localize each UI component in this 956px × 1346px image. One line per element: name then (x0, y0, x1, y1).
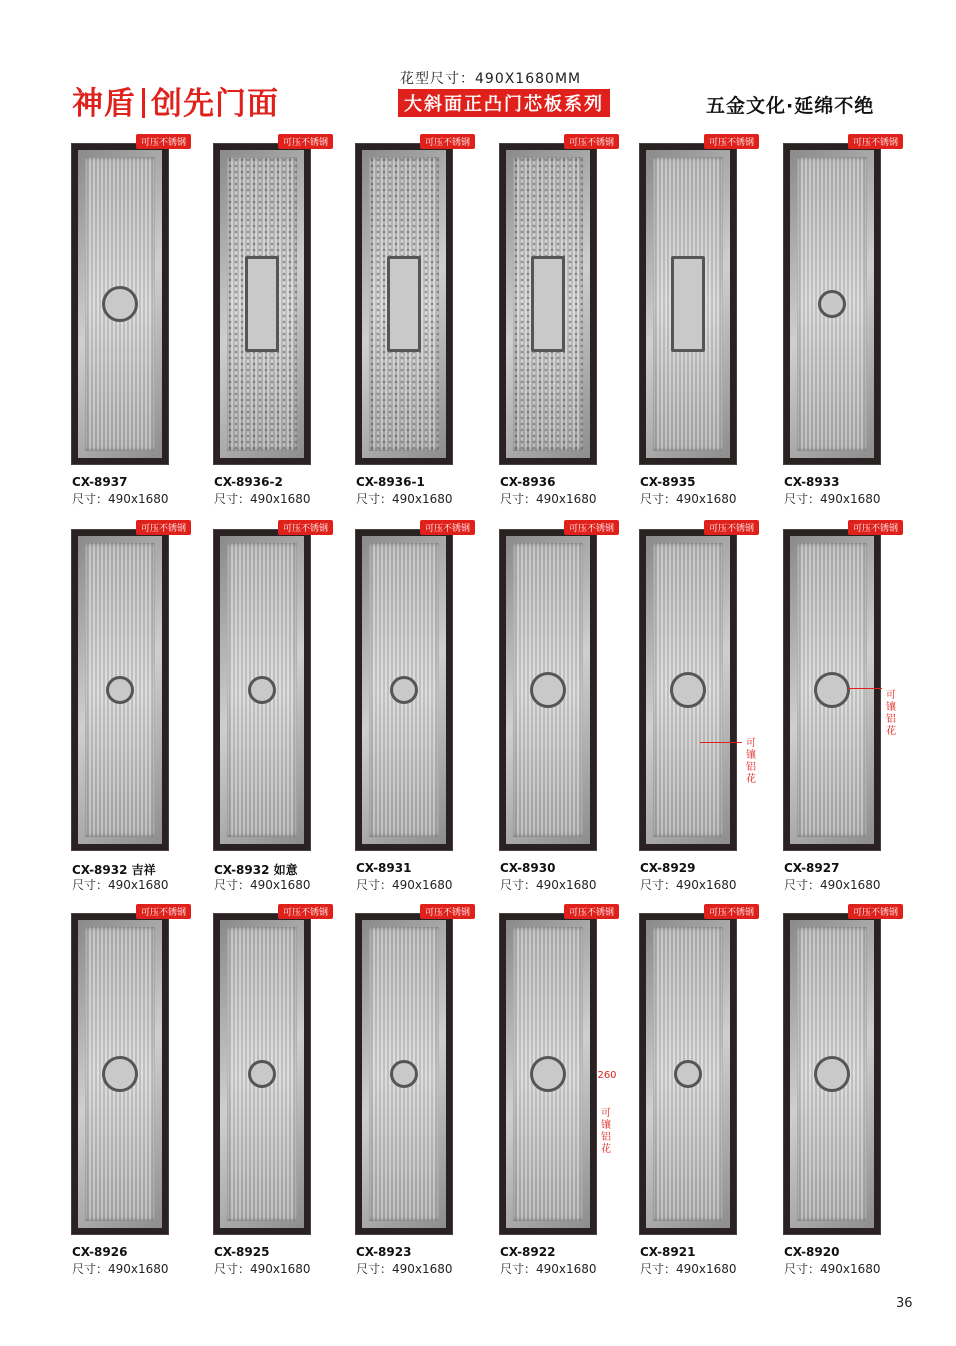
ornament-motif (248, 1060, 276, 1088)
product-size: 尺寸：490x1680 (640, 878, 737, 892)
ornament-motif (102, 1056, 138, 1092)
product-size: 尺寸：490x1680 (72, 878, 169, 892)
product-size: 尺寸：490x1680 (214, 878, 311, 892)
door-panel-image (72, 144, 168, 464)
door-panel-image (72, 530, 168, 850)
product-size: 尺寸：490x1680 (214, 492, 311, 506)
ornament-motif (390, 1060, 418, 1088)
diameter-label: 260 (597, 1070, 617, 1081)
product-code: CX-8926 (72, 1245, 128, 1259)
product-size: 尺寸：490x1680 (784, 878, 881, 892)
product-code: CX-8936-1 (356, 475, 425, 489)
stainless-badge: 可压不锈钢 (564, 134, 619, 149)
product-code: CX-8936 (500, 475, 556, 489)
product-code: CX-8936-2 (214, 475, 283, 489)
product-size: 尺寸：490x1680 (500, 878, 597, 892)
door-panel-image (500, 530, 596, 850)
product-code: CX-8920 (784, 1245, 840, 1259)
door-panel-image (356, 530, 452, 850)
product-code: CX-8922 (500, 1245, 556, 1259)
stainless-badge: 可压不锈钢 (564, 904, 619, 919)
stainless-badge: 可压不锈钢 (420, 134, 475, 149)
ornament-motif (530, 672, 566, 708)
product-size: 尺寸：490x1680 (356, 1262, 453, 1276)
product-code: CX-8923 (356, 1245, 412, 1259)
ornament-motif (814, 1056, 850, 1092)
product-code: CX-8925 (214, 1245, 270, 1259)
door-panel-image (356, 144, 452, 464)
product-size: 尺寸：490x1680 (500, 492, 597, 506)
product-size: 尺寸：490x1680 (214, 1262, 311, 1276)
ornament-motif (102, 286, 138, 322)
ornament-motif (674, 1060, 702, 1088)
door-panel-image (214, 914, 310, 1234)
product-size: 尺寸：490x1680 (72, 1262, 169, 1276)
product-code: CX-8933 (784, 475, 840, 489)
ornament-motif (248, 676, 276, 704)
product-code: CX-8932 吉祥 (72, 863, 156, 877)
door-panel-image (500, 914, 596, 1234)
door-panel-image (500, 144, 596, 464)
series-title: 大斜面正凸门芯板系列 (398, 89, 610, 117)
ornament-motif (670, 672, 706, 708)
product-code: CX-8927 (784, 861, 840, 875)
stainless-badge: 可压不锈钢 (136, 904, 191, 919)
product-code: CX-8935 (640, 475, 696, 489)
stainless-badge: 可压不锈钢 (704, 134, 759, 149)
brand-tagline: 创先门面 (151, 86, 279, 122)
inlay-note-8929: 可镶铝花 (746, 738, 756, 785)
inlay-note-8922: 可镶铝花 (601, 1108, 611, 1155)
brand-name: 神盾 (72, 86, 136, 122)
stainless-badge: 可压不锈钢 (848, 134, 903, 149)
product-code: CX-8937 (72, 475, 128, 489)
door-panel-image (640, 530, 736, 850)
product-code: CX-8932 如意 (214, 863, 298, 877)
product-size: 尺寸：490x1680 (356, 878, 453, 892)
ornament-motif (530, 1056, 566, 1092)
ornament-motif (390, 676, 418, 704)
door-panel-image (784, 530, 880, 850)
stainless-badge: 可压不锈钢 (704, 904, 759, 919)
ornament-motif (671, 256, 705, 352)
inlay-pointer-line (700, 742, 742, 743)
stainless-badge: 可压不锈钢 (136, 520, 191, 535)
product-code: CX-8921 (640, 1245, 696, 1259)
stainless-badge: 可压不锈钢 (848, 904, 903, 919)
stainless-badge: 可压不锈钢 (136, 134, 191, 149)
product-size: 尺寸：490x1680 (500, 1262, 597, 1276)
stainless-badge: 可压不锈钢 (704, 520, 759, 535)
door-panel-image (214, 530, 310, 850)
page-number: 36 (896, 1296, 913, 1311)
slogan: 五金文化·延绵不绝 (706, 95, 875, 117)
product-size: 尺寸：490x1680 (784, 492, 881, 506)
flower-carving (387, 256, 421, 352)
door-panel-image (784, 914, 880, 1234)
brand-separator (142, 88, 145, 118)
door-panel-image (784, 144, 880, 464)
door-panel-image (640, 144, 736, 464)
flower-carving (245, 256, 279, 352)
product-code: CX-8931 (356, 861, 412, 875)
door-panel-image (214, 144, 310, 464)
product-size: 尺寸：490x1680 (640, 492, 737, 506)
stainless-badge: 可压不锈钢 (420, 904, 475, 919)
product-code: CX-8929 (640, 861, 696, 875)
door-panel-image (640, 914, 736, 1234)
door-panel-image (356, 914, 452, 1234)
stainless-badge: 可压不锈钢 (420, 520, 475, 535)
product-size: 尺寸：490x1680 (784, 1262, 881, 1276)
ornament-motif (818, 290, 846, 318)
product-size: 尺寸：490x1680 (72, 492, 169, 506)
brand-logo (72, 78, 279, 123)
stainless-badge: 可压不锈钢 (278, 520, 333, 535)
product-code: CX-8930 (500, 861, 556, 875)
ornament-motif (106, 676, 134, 704)
stainless-badge: 可压不锈钢 (564, 520, 619, 535)
inlay-note-8927: 可镶铝花 (886, 690, 896, 737)
stainless-badge: 可压不锈钢 (278, 904, 333, 919)
pattern-size: 花型尺寸：490X1680MM (400, 71, 582, 87)
ornament-motif (814, 672, 850, 708)
stainless-badge: 可压不锈钢 (278, 134, 333, 149)
inlay-pointer-line (848, 688, 882, 689)
flower-carving (531, 256, 565, 352)
product-size: 尺寸：490x1680 (356, 492, 453, 506)
product-size: 尺寸：490x1680 (640, 1262, 737, 1276)
stainless-badge: 可压不锈钢 (848, 520, 903, 535)
door-panel-image (72, 914, 168, 1234)
